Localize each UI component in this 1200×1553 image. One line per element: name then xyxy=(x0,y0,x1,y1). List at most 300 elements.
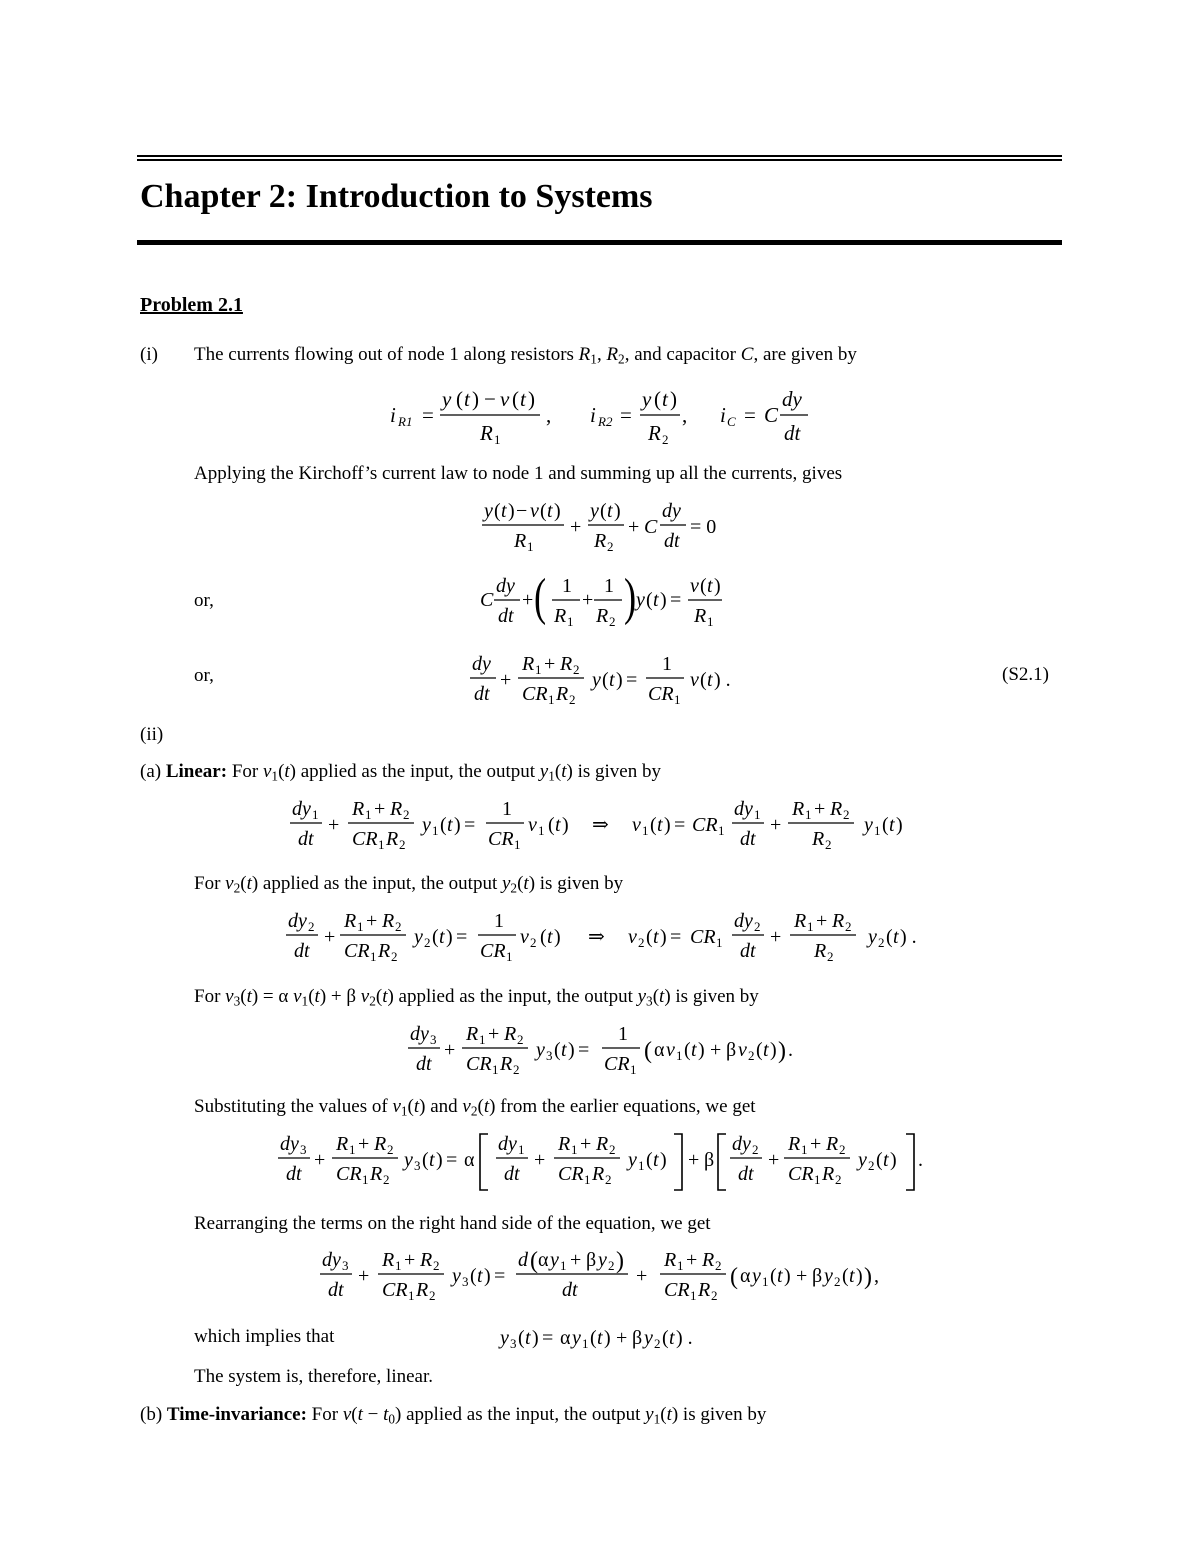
svg-text:y: y xyxy=(864,814,873,836)
svg-text:2: 2 xyxy=(825,837,832,852)
svg-text:1: 1 xyxy=(584,1172,591,1187)
svg-text:+: + xyxy=(544,653,556,675)
svg-text:2: 2 xyxy=(638,935,645,950)
svg-text:(: ( xyxy=(518,1327,525,1349)
svg-text:2: 2 xyxy=(754,919,761,934)
v3-text: For $v_3(t) = \alpha$ $v_1(t) + \beta$ $v_2(t)$ applied as the input, the output $y_3(t)$ is given by xyxy=(194,986,759,1009)
svg-text:): ) xyxy=(554,926,561,948)
implies-text: which implies that xyxy=(194,1326,335,1347)
svg-text:+: + xyxy=(570,516,582,538)
svg-text:dy: dy xyxy=(280,1133,299,1155)
svg-text:2: 2 xyxy=(383,1172,390,1187)
svg-text:R1: R1 xyxy=(398,414,413,429)
equation-linear-v2 xyxy=(282,905,942,975)
svg-text:t: t xyxy=(662,387,668,411)
svg-text:y: y xyxy=(868,926,877,948)
svg-text:(: ( xyxy=(602,669,609,691)
svg-text:+: + xyxy=(404,1249,416,1271)
svg-text:t: t xyxy=(439,926,445,948)
svg-text:dt: dt xyxy=(738,1163,754,1185)
svg-text:+: + xyxy=(816,910,828,932)
part-i-text: The currents flowing out of node 1 along resistors $R_1$, $R_2$, and capacitor C, are given by xyxy=(194,344,857,367)
svg-text:i: i xyxy=(390,403,396,427)
svg-text:1: 1 xyxy=(662,653,672,675)
svg-text:1: 1 xyxy=(357,919,364,934)
svg-text:+: + xyxy=(810,1133,822,1155)
svg-text:t: t xyxy=(669,1327,675,1349)
svg-text:2: 2 xyxy=(662,432,669,447)
svg-text:): ) xyxy=(436,1149,443,1171)
svg-text:v: v xyxy=(690,575,699,597)
svg-text:): ) xyxy=(664,814,671,836)
svg-text:1: 1 xyxy=(814,1172,821,1187)
svg-text:dy: dy xyxy=(734,910,753,932)
header-rule-bottom xyxy=(137,240,1062,245)
svg-text:1: 1 xyxy=(707,614,714,629)
svg-text:β: β xyxy=(704,1149,715,1171)
svg-text:): ) xyxy=(660,589,667,611)
svg-text:t: t xyxy=(763,1039,769,1061)
svg-text:t: t xyxy=(653,589,659,611)
svg-text:R: R xyxy=(416,1279,429,1301)
svg-text:2: 2 xyxy=(835,1172,842,1187)
svg-text:1: 1 xyxy=(716,935,723,950)
v2-text: For $v_2(t)$ applied as the input, the output $y_2(t)$ is given by xyxy=(194,873,624,896)
svg-text:R: R xyxy=(420,1249,433,1271)
svg-text:) .: ) . xyxy=(714,669,731,691)
svg-text:v: v xyxy=(500,387,510,411)
svg-text:): ) xyxy=(770,1039,777,1061)
svg-text:CR: CR xyxy=(690,926,716,948)
svg-text:1: 1 xyxy=(805,807,812,822)
svg-text:1: 1 xyxy=(378,837,385,852)
svg-text:CR: CR xyxy=(558,1163,584,1185)
svg-text:2: 2 xyxy=(711,1288,718,1303)
svg-text:2: 2 xyxy=(748,1048,755,1063)
svg-text:(: ( xyxy=(876,1149,883,1171)
svg-text:): ) xyxy=(670,387,677,411)
svg-text:+: + xyxy=(366,910,378,932)
svg-text:1: 1 xyxy=(518,1142,525,1157)
svg-text:dt: dt xyxy=(740,828,756,850)
svg-text:R: R xyxy=(344,910,357,932)
svg-text:t: t xyxy=(447,814,453,836)
svg-text:R: R xyxy=(794,910,807,932)
svg-text:t: t xyxy=(653,926,659,948)
svg-text:= 0: = 0 xyxy=(690,516,717,538)
svg-text:y: y xyxy=(422,814,431,836)
svg-text:R: R xyxy=(370,1163,383,1185)
svg-text:(: ( xyxy=(554,1039,561,1061)
svg-text:2: 2 xyxy=(827,949,834,964)
svg-text:1: 1 xyxy=(674,692,681,707)
part-i-label: (i) xyxy=(140,344,158,365)
svg-text:=: = xyxy=(578,1039,590,1061)
part-b-label: (b) xyxy=(140,1404,163,1425)
svg-text:v: v xyxy=(632,814,641,836)
svg-text:(: ( xyxy=(842,1265,849,1287)
svg-text:=: = xyxy=(744,403,756,427)
svg-text:2: 2 xyxy=(609,614,616,629)
svg-text:+: + xyxy=(314,1149,326,1171)
svg-text:i: i xyxy=(720,403,726,427)
header-rule-top-2 xyxy=(137,159,1062,161)
svg-text:): ) xyxy=(698,1039,705,1061)
svg-text:(: ( xyxy=(654,387,661,411)
equation-s2-1 xyxy=(466,648,746,718)
svg-text:(: ( xyxy=(646,589,653,611)
svg-text:(: ( xyxy=(684,1039,691,1061)
equation-linear-v1 xyxy=(286,793,926,863)
svg-text:C: C xyxy=(644,516,658,538)
svg-text:): ) xyxy=(864,1264,872,1290)
svg-text:y: y xyxy=(598,1249,607,1271)
svg-text:−: − xyxy=(484,387,496,411)
svg-text:): ) xyxy=(660,926,667,948)
svg-text:3: 3 xyxy=(414,1158,421,1173)
svg-text:R: R xyxy=(378,940,391,962)
svg-text:dt: dt xyxy=(504,1163,520,1185)
svg-text:(: ( xyxy=(730,1264,738,1290)
svg-text:1: 1 xyxy=(514,837,521,852)
svg-text:+: + xyxy=(688,1149,700,1171)
svg-text:(: ( xyxy=(422,1149,429,1171)
svg-text:): ) xyxy=(616,669,623,691)
svg-text:R: R xyxy=(558,1133,571,1155)
svg-text:1: 1 xyxy=(690,1288,697,1303)
svg-text:1: 1 xyxy=(807,919,814,934)
svg-text:t: t xyxy=(501,500,507,522)
svg-text:2: 2 xyxy=(513,1062,520,1077)
svg-text:): ) xyxy=(554,500,561,522)
svg-text:(: ( xyxy=(700,575,707,597)
svg-text:CR: CR xyxy=(664,1279,690,1301)
svg-text:CR: CR xyxy=(488,828,514,850)
svg-text:R: R xyxy=(792,798,805,820)
svg-text:(: ( xyxy=(590,1327,597,1349)
svg-text:(: ( xyxy=(456,387,463,411)
svg-text:+: + xyxy=(324,926,336,948)
svg-text:2: 2 xyxy=(424,935,431,950)
svg-text:dy: dy xyxy=(322,1249,341,1271)
part-b-line: (b) Time-invariance: For $v(t - t_0)$ applied as the input, the output $y_1(t)$ is given by xyxy=(140,1404,767,1427)
svg-text:y: y xyxy=(644,1327,653,1349)
svg-text:R: R xyxy=(812,828,825,850)
svg-text:t: t xyxy=(547,926,553,948)
equation-kcl-rearranged xyxy=(476,566,736,642)
svg-text:C: C xyxy=(727,414,736,429)
svg-text:1: 1 xyxy=(642,823,649,838)
svg-text:t: t xyxy=(477,1265,483,1287)
svg-text:R: R xyxy=(560,653,573,675)
svg-text:1: 1 xyxy=(408,1288,415,1303)
svg-text:1: 1 xyxy=(479,1032,486,1047)
svg-text:y: y xyxy=(500,1327,509,1349)
svg-text:,: , xyxy=(874,1265,879,1287)
svg-text:+: + xyxy=(488,1023,500,1045)
svg-text:(: ( xyxy=(700,669,707,691)
svg-text:CR: CR xyxy=(344,940,370,962)
svg-text:y: y xyxy=(572,1327,581,1349)
header-rule-top xyxy=(137,155,1062,157)
linear-conclusion: The system is, therefore, linear. xyxy=(194,1366,434,1387)
svg-text:y: y xyxy=(452,1265,461,1287)
svg-text:t: t xyxy=(777,1265,783,1287)
svg-text:1: 1 xyxy=(676,1048,683,1063)
svg-text:(: ( xyxy=(540,926,547,948)
svg-text:,: , xyxy=(682,403,688,427)
svg-text:1: 1 xyxy=(494,432,501,447)
svg-text:v: v xyxy=(528,814,537,836)
svg-text:1: 1 xyxy=(562,575,572,597)
svg-text:dt: dt xyxy=(286,1163,302,1185)
svg-text:β: β xyxy=(632,1327,643,1349)
svg-text:1: 1 xyxy=(801,1142,808,1157)
svg-text:⇒: ⇒ xyxy=(592,814,609,836)
svg-text:R: R xyxy=(554,605,567,627)
rearranging-text: Rearranging the terms on the right hand side of the equation, we get xyxy=(194,1213,711,1234)
svg-text:CR: CR xyxy=(352,828,378,850)
svg-text:+: + xyxy=(628,516,640,538)
svg-text:=: = xyxy=(620,403,632,427)
svg-text:) .: ) . xyxy=(900,926,917,948)
svg-text:2: 2 xyxy=(433,1258,440,1273)
svg-text:1: 1 xyxy=(362,1172,369,1187)
equation-currents xyxy=(380,380,820,456)
svg-text:1: 1 xyxy=(762,1274,769,1289)
svg-text:CR: CR xyxy=(788,1163,814,1185)
svg-text:d: d xyxy=(518,1249,528,1271)
part-a-label: (a) xyxy=(140,761,162,782)
svg-text:(: ( xyxy=(432,926,439,948)
svg-text:1: 1 xyxy=(365,807,372,822)
svg-text:y: y xyxy=(592,669,601,691)
svg-text:,: , xyxy=(546,403,552,427)
svg-text:2: 2 xyxy=(654,1336,661,1351)
svg-text:v: v xyxy=(530,500,539,522)
svg-text:(: ( xyxy=(548,814,555,836)
svg-text:α: α xyxy=(560,1327,571,1349)
svg-text:2: 2 xyxy=(399,837,406,852)
svg-text:1: 1 xyxy=(395,1258,402,1273)
svg-text:+: + xyxy=(534,1149,546,1171)
svg-text:+: + xyxy=(580,1133,592,1155)
part-a-line: (a) Linear: For $v_1(t)$ applied as the input, the output $y_1(t)$ is given by xyxy=(140,761,661,784)
svg-text:dy: dy xyxy=(732,1133,751,1155)
svg-text:=: = xyxy=(456,926,468,948)
svg-text:(: ( xyxy=(600,500,607,522)
svg-text:1: 1 xyxy=(582,1336,589,1351)
svg-text:R: R xyxy=(514,530,527,552)
svg-text:v: v xyxy=(628,926,637,948)
svg-text:): ) xyxy=(604,1327,611,1349)
svg-text:R: R xyxy=(814,940,827,962)
svg-text:y: y xyxy=(858,1149,867,1171)
svg-text:R: R xyxy=(374,1133,387,1155)
svg-text:CR: CR xyxy=(604,1053,630,1075)
svg-text:2: 2 xyxy=(517,1032,524,1047)
svg-text:+: + xyxy=(814,798,826,820)
svg-text:(: ( xyxy=(470,1265,477,1287)
svg-text:α: α xyxy=(740,1265,751,1287)
svg-text:dt: dt xyxy=(498,605,514,627)
svg-text:R: R xyxy=(522,653,535,675)
svg-text:+: + xyxy=(710,1039,722,1061)
svg-text:C: C xyxy=(764,403,779,427)
svg-text:dy: dy xyxy=(410,1023,429,1045)
svg-text:R: R xyxy=(648,421,661,445)
svg-text:R2: R2 xyxy=(598,414,613,429)
svg-text:1: 1 xyxy=(638,1158,645,1173)
svg-text:t: t xyxy=(597,1327,603,1349)
svg-text:): ) xyxy=(784,1265,791,1287)
svg-text:+: + xyxy=(636,1265,648,1287)
svg-text:1: 1 xyxy=(494,910,504,932)
svg-text:t: t xyxy=(653,1149,659,1171)
svg-text:): ) xyxy=(896,814,903,836)
svg-text:R: R xyxy=(386,828,399,850)
svg-text:+: + xyxy=(374,798,386,820)
svg-text:3: 3 xyxy=(510,1336,517,1351)
svg-text:1: 1 xyxy=(618,1023,628,1045)
svg-text:+: + xyxy=(328,814,340,836)
svg-text:CR: CR xyxy=(466,1053,492,1075)
svg-text:2: 2 xyxy=(608,1258,615,1273)
svg-text:2: 2 xyxy=(607,539,614,554)
svg-text:2: 2 xyxy=(569,692,576,707)
svg-text:R: R xyxy=(596,605,609,627)
svg-text:α: α xyxy=(464,1149,475,1171)
svg-text:R: R xyxy=(788,1133,801,1155)
svg-text:2: 2 xyxy=(834,1274,841,1289)
svg-text:+: + xyxy=(768,1149,780,1171)
equation-linear-v3 xyxy=(404,1018,824,1088)
svg-text:1: 1 xyxy=(718,823,725,838)
svg-text:): ) xyxy=(528,387,535,411)
substituting-text: Substituting the values of $v_1(t)$ and $v_2(t)$ from the earlier equations, we get xyxy=(194,1096,756,1119)
kcl-text: Applying the Kirchoff’s current law to node 1 and summing up all the currents, gives xyxy=(194,463,843,484)
svg-text:1: 1 xyxy=(604,575,614,597)
svg-text:R: R xyxy=(826,1133,839,1155)
svg-text:t: t xyxy=(525,1327,531,1349)
svg-text:R: R xyxy=(694,605,707,627)
svg-text:1: 1 xyxy=(502,798,512,820)
svg-text:R: R xyxy=(698,1279,711,1301)
svg-text:R: R xyxy=(382,910,395,932)
svg-text:y: y xyxy=(590,500,599,522)
svg-text:y: y xyxy=(628,1149,637,1171)
svg-text:): ) xyxy=(778,1038,786,1064)
svg-text:R: R xyxy=(830,798,843,820)
svg-text:=: = xyxy=(464,814,476,836)
svg-text:2: 2 xyxy=(715,1258,722,1273)
svg-text:1: 1 xyxy=(506,949,513,964)
svg-text:): ) xyxy=(714,575,721,597)
svg-text:(: ( xyxy=(534,567,547,626)
svg-text:R: R xyxy=(336,1133,349,1155)
svg-text:(: ( xyxy=(650,814,657,836)
svg-text:): ) xyxy=(562,814,569,836)
svg-text:3: 3 xyxy=(342,1258,349,1273)
svg-text:v: v xyxy=(738,1039,747,1061)
svg-text:dt: dt xyxy=(664,530,680,552)
svg-text:2: 2 xyxy=(843,807,850,822)
svg-text:+: + xyxy=(770,814,782,836)
svg-text:1: 1 xyxy=(548,692,555,707)
svg-text:3: 3 xyxy=(300,1142,307,1157)
svg-text:(: ( xyxy=(882,814,889,836)
svg-text:(: ( xyxy=(512,387,519,411)
svg-text:2: 2 xyxy=(605,1172,612,1187)
svg-text:dy: dy xyxy=(782,387,802,411)
svg-text:R: R xyxy=(352,798,365,820)
svg-text:dy: dy xyxy=(734,798,753,820)
svg-text:3: 3 xyxy=(546,1048,553,1063)
svg-text:CR: CR xyxy=(692,814,718,836)
part-ii-label: (ii) xyxy=(140,724,164,745)
svg-text:2: 2 xyxy=(387,1142,394,1157)
svg-text:+: + xyxy=(570,1249,582,1271)
svg-text:dy: dy xyxy=(472,653,491,675)
svg-text:+: + xyxy=(686,1249,698,1271)
svg-text:): ) xyxy=(484,1265,491,1287)
svg-text:3: 3 xyxy=(430,1032,437,1047)
svg-text:=: = xyxy=(446,1149,458,1171)
svg-text:): ) xyxy=(660,1149,667,1171)
svg-text:dt: dt xyxy=(294,940,310,962)
svg-text:y: y xyxy=(636,589,645,611)
svg-text:β: β xyxy=(586,1249,597,1271)
svg-text:t: t xyxy=(707,575,713,597)
svg-text:R: R xyxy=(390,798,403,820)
svg-text:2: 2 xyxy=(839,1142,846,1157)
svg-text:1: 1 xyxy=(874,823,881,838)
svg-text:t: t xyxy=(561,1039,567,1061)
svg-text:t: t xyxy=(464,387,470,411)
svg-text:2: 2 xyxy=(868,1158,875,1173)
svg-text:1: 1 xyxy=(538,823,545,838)
svg-text:⇒: ⇒ xyxy=(588,926,605,948)
svg-text:): ) xyxy=(454,814,461,836)
svg-text:1: 1 xyxy=(677,1258,684,1273)
svg-text:): ) xyxy=(890,1149,897,1171)
problem-heading: Problem 2.1 xyxy=(140,294,243,316)
svg-text:R: R xyxy=(504,1023,517,1045)
svg-text:v: v xyxy=(690,669,699,691)
chapter-title: Chapter 2: Introduction to Systems xyxy=(140,178,653,215)
svg-text:R: R xyxy=(822,1163,835,1185)
svg-text:y: y xyxy=(824,1265,833,1287)
svg-text:−: − xyxy=(516,500,528,522)
svg-text:+: + xyxy=(770,926,782,948)
svg-text:) .: ) . xyxy=(676,1327,693,1349)
svg-text:t: t xyxy=(657,814,663,836)
svg-text:t: t xyxy=(547,500,553,522)
svg-text:t: t xyxy=(889,814,895,836)
svg-text:R: R xyxy=(596,1133,609,1155)
svg-text:1: 1 xyxy=(571,1142,578,1157)
svg-text:R: R xyxy=(594,530,607,552)
svg-text:1: 1 xyxy=(492,1062,499,1077)
svg-text:t: t xyxy=(429,1149,435,1171)
svg-text:1: 1 xyxy=(432,823,439,838)
svg-text:): ) xyxy=(568,1039,575,1061)
svg-text:dt: dt xyxy=(562,1279,578,1301)
svg-text:): ) xyxy=(446,926,453,948)
svg-text:1: 1 xyxy=(560,1258,567,1273)
svg-text:v: v xyxy=(520,926,529,948)
svg-text:y: y xyxy=(484,500,493,522)
